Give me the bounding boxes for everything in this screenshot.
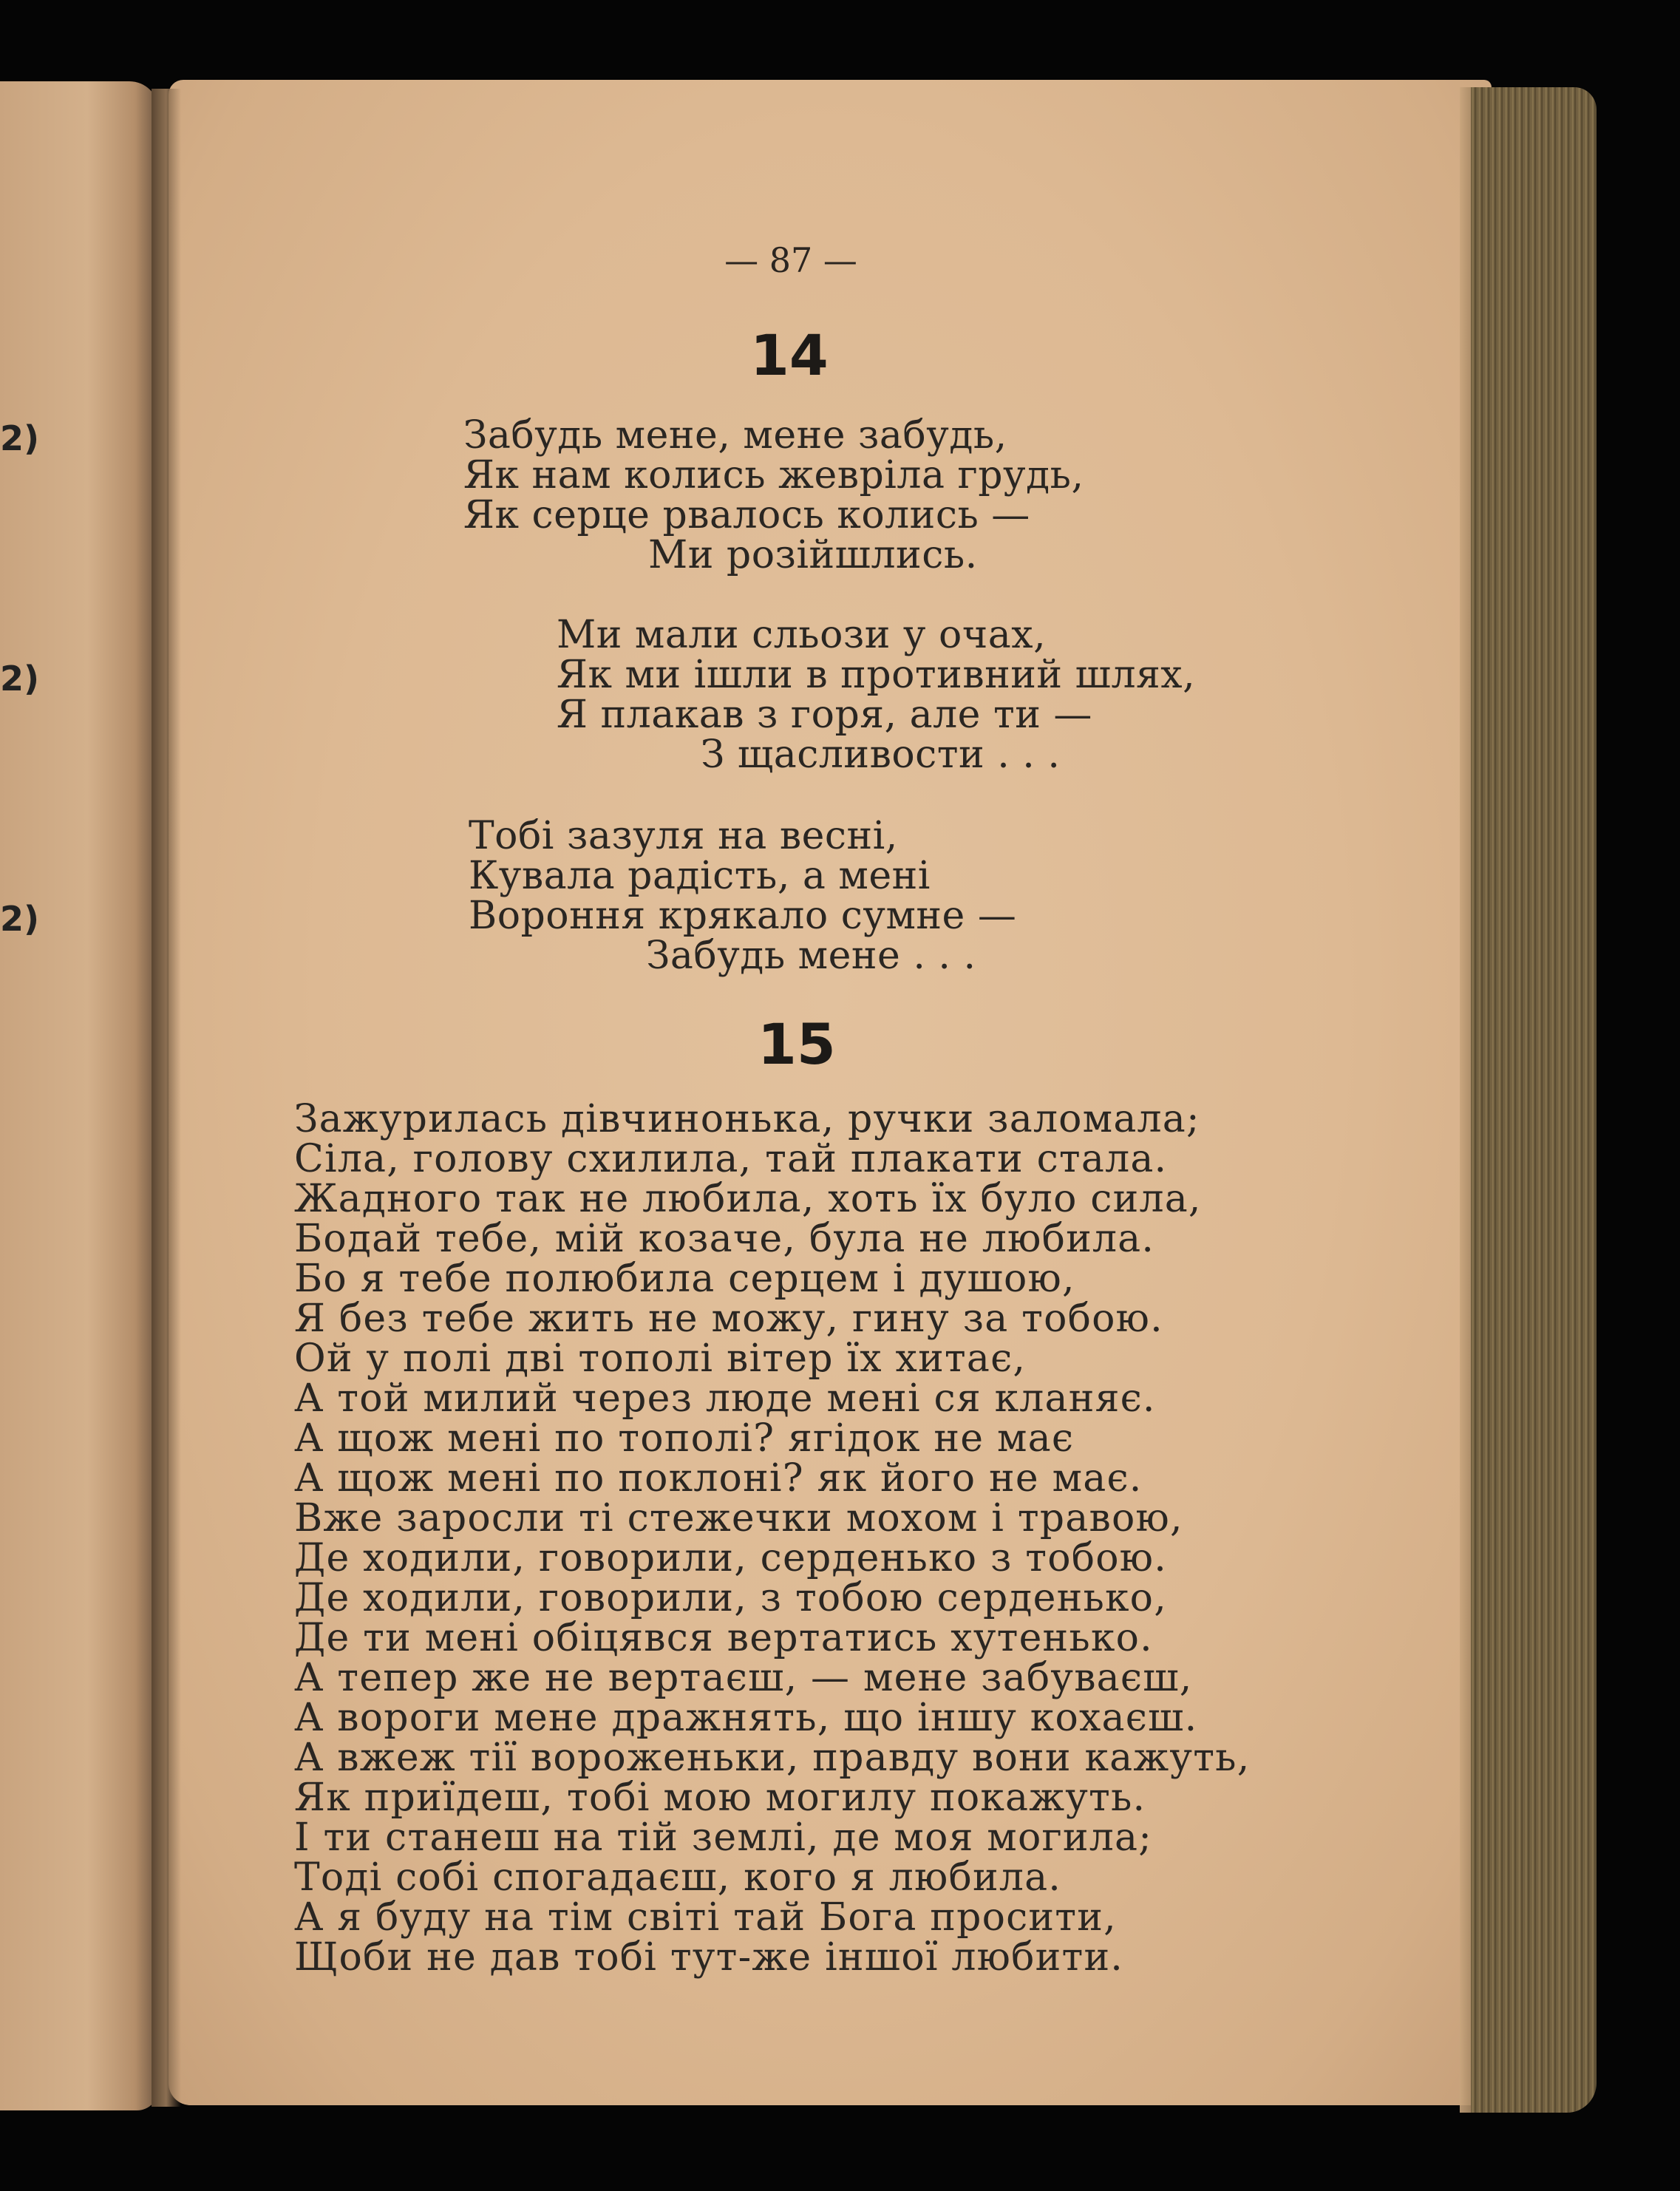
verse-line: З щасливости . . .: [701, 733, 1061, 777]
verse-line: А я буду на тім світі тай Бога просити,: [294, 1895, 1117, 1940]
verse-line: Жадного так не любила, хоть їх було сила,: [294, 1177, 1202, 1221]
verse-line: Кувала радість, а мені: [469, 854, 931, 898]
verse-line: Як ми ішли в противний шлях,: [557, 653, 1196, 697]
verse-line: Як приїдеш, тобі мою могилу покажуть.: [294, 1776, 1146, 1820]
left-page-mark: 2): [0, 659, 40, 699]
verse-line: Тоді собі спогадаєш, кого я любила.: [294, 1855, 1061, 1900]
verse-line: Як нам колись жевріла грудь,: [463, 453, 1084, 497]
verse-line: Тобі зазуля на весні,: [469, 814, 898, 858]
left-page-mark: 2): [0, 418, 40, 458]
previous-page-fragment: [0, 81, 159, 2110]
verse-line: Ой у полі дві тополі вітер їх хитає,: [294, 1336, 1027, 1381]
verse-line: А щож мені по поклоні? як його не має.: [294, 1456, 1143, 1501]
left-page-mark: 2): [0, 899, 40, 939]
verse-line: Бодай тебе, мій козаче, була не любила.: [294, 1217, 1155, 1261]
verse-line: Сіла, голову схилила, тай плакати стала.: [294, 1137, 1168, 1181]
verse-line: Ми мали сльози у очах,: [557, 613, 1047, 657]
poem-15-text: [294, 1097, 1251, 1980]
verse-line: Забудь мене, мене забудь,: [463, 413, 1007, 458]
verse-line: Забудь мене . . .: [646, 934, 976, 978]
verse-line: А щож мені по тополі? ягідок не має: [294, 1416, 1075, 1461]
page-gutter-shadow: [152, 89, 181, 2107]
poem-14-stanza-3: [469, 816, 1016, 976]
verse-line: А той милий через люде мені ся кланяє.: [294, 1376, 1156, 1421]
verse-line: Я без тебе жить не можу, гину за тобою.: [294, 1297, 1163, 1341]
verse-line: Як серце рвалось колись —: [463, 493, 1030, 537]
verse-line: Де ходили, говорили, серденько з тобою.: [294, 1536, 1167, 1580]
verse-line: А тепер же не вертаєш, — мене забуваєш,: [294, 1656, 1193, 1700]
verse-line: Вороння крякало сумне —: [469, 894, 1017, 938]
verse-line: Я плакав з горя, але ти —: [557, 693, 1092, 737]
verse-line: Де ти мені обіцявся вертатись хутенько.: [294, 1616, 1153, 1660]
verse-line: Бо я тебе полюбила серцем і душою,: [294, 1257, 1075, 1301]
verse-line: Зажурилась дівчинонька, ручки заломала;: [294, 1097, 1200, 1141]
poem-14-stanza-1: [463, 415, 1084, 575]
verse-line: Щоби не дав тобі тут-же іншої любити.: [294, 1935, 1124, 1980]
poem-number-14: 14: [750, 322, 829, 388]
verse-line: Де ходили, говорили, з тобою серденько,: [294, 1576, 1167, 1620]
poem-14-stanza-2: [557, 615, 1195, 775]
verse-line: Вже заросли ті стежечки мохом і травою,: [294, 1496, 1183, 1541]
page-number: — 87 —: [724, 240, 857, 280]
verse-line: І ти станеш на тій землі, де моя могила;: [294, 1815, 1152, 1860]
book-page-edges: [1471, 87, 1596, 2113]
verse-line: А вороги мене дражнять, що іншу кохаєш.: [294, 1696, 1198, 1740]
poem-number-15: 15: [758, 1011, 836, 1077]
verse-line: А вжеж тії вороженьки, правду вони кажуть,: [294, 1736, 1251, 1780]
verse-line: Ми розійшлись.: [648, 533, 978, 577]
